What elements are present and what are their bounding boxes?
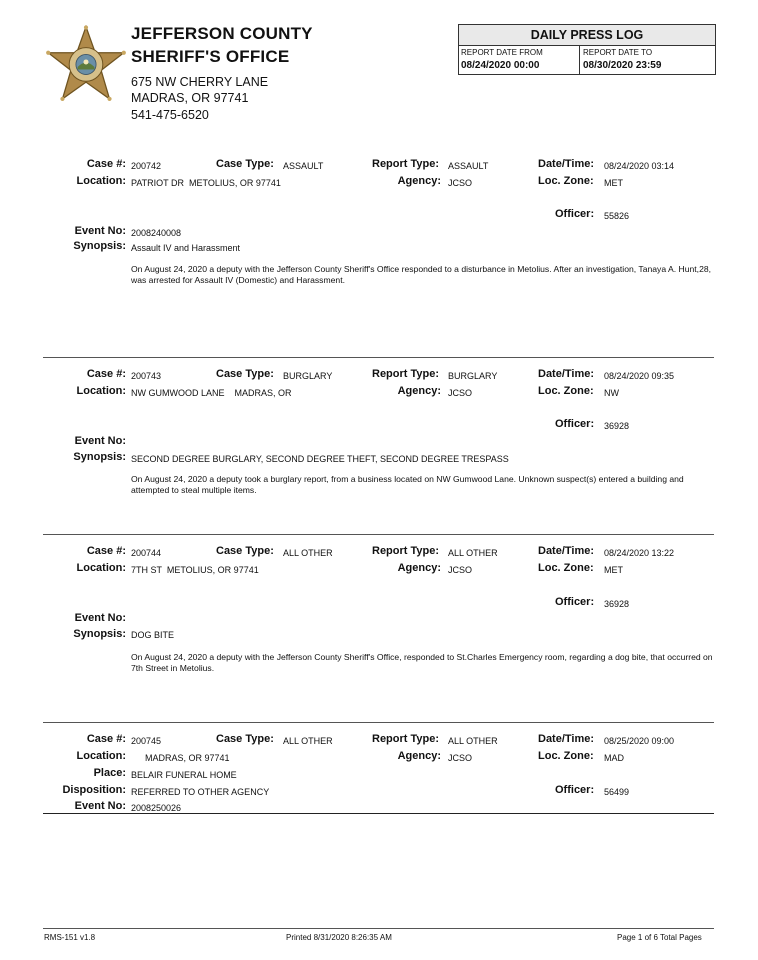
loc-zone: NW	[604, 388, 619, 398]
synopsis: Assault IV and Harassment	[131, 243, 241, 253]
agency-label: Agency:	[397, 750, 441, 762]
location-label: Location:	[76, 385, 126, 397]
press-log-box	[458, 24, 716, 75]
press-log-divider	[579, 45, 580, 74]
case-number: 200745	[131, 736, 162, 746]
agency: JCSO	[448, 565, 473, 575]
synopsis: SECOND DEGREE BURGLARY, SECOND DEGREE THEFT, SECOND DEGREE TRESPASS	[131, 454, 509, 464]
datetime-label: Date/Time:	[538, 733, 595, 745]
case-type-label: Case Type:	[216, 545, 274, 557]
location: MADRAS, OR 97741	[145, 753, 230, 763]
case-divider	[43, 534, 714, 535]
case-number-label: Case #:	[86, 733, 126, 745]
location: PATRIOT DR METOLIUS, OR 97741	[131, 178, 281, 188]
agency: JCSO	[448, 178, 473, 188]
report-type: ALL OTHER	[448, 548, 498, 558]
loc-zone: MET	[604, 178, 623, 188]
case-number-label: Case #:	[86, 158, 126, 170]
report-date-to-label: REPORT DATE TO	[583, 48, 653, 57]
datetime: 08/24/2020 13:22	[604, 548, 675, 558]
agency-label: Agency:	[397, 175, 441, 187]
case-type: ALL OTHER	[283, 548, 333, 558]
press-log-title: DAILY PRESS LOG	[459, 25, 715, 46]
datetime: 08/24/2020 03:14	[604, 161, 675, 171]
loc-zone: MET	[604, 565, 623, 575]
datetime: 08/25/2020 09:00	[604, 736, 675, 746]
event-number-label: Event No:	[74, 435, 126, 447]
case-type-label: Case Type:	[216, 368, 274, 380]
disposition: REFERRED TO OTHER AGENCY	[131, 787, 270, 797]
report-type: BURGLARY	[448, 371, 498, 381]
report-date-to-value: 08/30/2020 23:59	[583, 60, 662, 71]
case-type: BURGLARY	[283, 371, 333, 381]
loc-zone-label: Loc. Zone:	[538, 175, 594, 187]
event-number: 2008240008	[131, 228, 182, 238]
officer-id: 56499	[604, 787, 630, 797]
case-number: 200743	[131, 371, 162, 381]
event-number-label: Event No:	[74, 800, 126, 812]
officer-label: Officer:	[555, 418, 595, 430]
location: 7TH ST METOLIUS, OR 97741	[131, 565, 259, 575]
synopsis-label: Synopsis:	[73, 628, 126, 640]
agency-label: Agency:	[397, 562, 441, 574]
case-number-label: Case #:	[86, 368, 126, 380]
narrative: On August 24, 2020 a deputy with the Jefferson County Sheriff's Office, responded to St.Charles Emergency room, regarding a dog bite, that occurred on 7th Street in Metolius.	[131, 652, 713, 673]
case-type-label: Case Type:	[216, 158, 274, 170]
case-number-label: Case #:	[86, 545, 126, 557]
event-number: 2008250026	[131, 803, 182, 813]
datetime: 08/24/2020 09:35	[604, 371, 675, 381]
org-name-line2: SHERIFF'S OFFICE	[131, 47, 290, 66]
case-divider	[43, 722, 714, 723]
location-label: Location:	[76, 175, 126, 187]
section-end-rule	[43, 813, 714, 814]
event-number-label: Event No:	[74, 225, 126, 237]
officer-id: 36928	[604, 421, 630, 431]
datetime-label: Date/Time:	[538, 368, 595, 380]
datetime-label: Date/Time:	[538, 158, 595, 170]
event-number-label: Event No:	[74, 612, 126, 624]
loc-zone-label: Loc. Zone:	[538, 562, 594, 574]
case-number: 200742	[131, 161, 162, 171]
report-date-from-value: 08/24/2020 00:00	[461, 60, 540, 71]
officer-label: Officer:	[555, 208, 595, 220]
case-number: 200744	[131, 548, 162, 558]
narrative: On August 24, 2020 a deputy with the Jefferson County Sheriff's Office responded to a disturbance in Metolius. After an investigation, Tanaya A. Hunt,28, was arrested for Assault IV (Domestic) and Harassment.	[131, 264, 712, 285]
report-type-label: Report Type:	[372, 368, 440, 380]
loc-zone-label: Loc. Zone:	[538, 385, 594, 397]
printed-timestamp: Printed 8/31/2020 8:26:35 AM	[286, 933, 392, 942]
org-address-line2: MADRAS, OR 97741	[131, 91, 249, 105]
case-type: ALL OTHER	[283, 736, 333, 746]
case-type: ASSAULT	[283, 161, 324, 171]
report-type-label: Report Type:	[372, 158, 440, 170]
loc-zone-label: Loc. Zone:	[538, 750, 594, 762]
datetime-label: Date/Time:	[538, 545, 595, 557]
org-address-line1: 675 NW CHERRY LANE	[131, 75, 269, 89]
case-type-label: Case Type:	[216, 733, 274, 745]
report-type-label: Report Type:	[372, 545, 440, 557]
report-date-from-label: REPORT DATE FROM	[461, 48, 543, 57]
place: BELAIR FUNERAL HOME	[131, 770, 237, 780]
sheriff-badge-icon	[44, 25, 128, 109]
location-label: Location:	[76, 750, 126, 762]
disposition-label: Disposition:	[62, 784, 126, 796]
officer-label: Officer:	[555, 596, 595, 608]
officer-label: Officer:	[555, 784, 595, 796]
loc-zone: MAD	[604, 753, 624, 763]
form-id: RMS-151 v1.8	[44, 933, 96, 942]
report-type-label: Report Type:	[372, 733, 440, 745]
org-phone: 541-475-6520	[131, 108, 209, 122]
location: NW GUMWOOD LANE MADRAS, OR	[131, 388, 292, 398]
org-name-line1: JEFFERSON COUNTY	[131, 24, 313, 43]
page-count: Page 1 of 6 Total Pages	[617, 933, 702, 942]
officer-id: 36928	[604, 599, 630, 609]
synopsis-label: Synopsis:	[73, 451, 126, 463]
agency: JCSO	[448, 388, 473, 398]
officer-id: 55826	[604, 211, 630, 221]
location-label: Location:	[76, 562, 126, 574]
agency: JCSO	[448, 753, 473, 763]
case-divider	[43, 357, 714, 358]
report-type: ASSAULT	[448, 161, 489, 171]
footer-rule	[43, 928, 714, 929]
synopsis: DOG BITE	[131, 630, 175, 640]
place-label: Place:	[93, 767, 126, 779]
synopsis-label: Synopsis:	[73, 240, 126, 252]
agency-label: Agency:	[397, 385, 441, 397]
narrative: On August 24, 2020 a deputy took a burglary report, from a business located on NW Gumwood Lane. Unknown suspect(s) entered a building and attempted to steal multiple items.	[131, 474, 684, 495]
report-type: ALL OTHER	[448, 736, 498, 746]
